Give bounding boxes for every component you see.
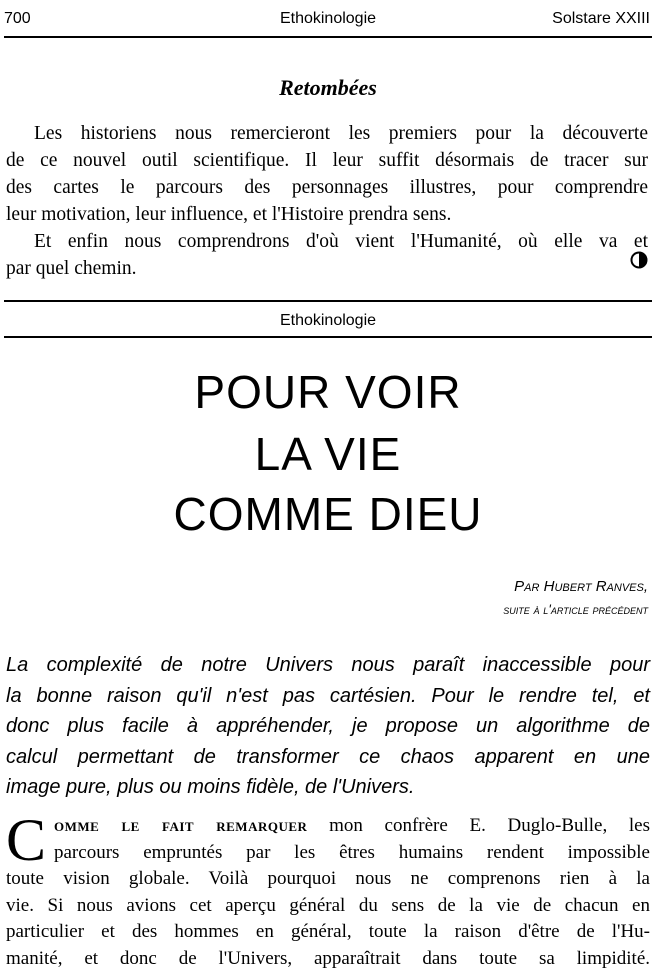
lead-line: la bonne raison qu'il n'est pas cartésien. Pour le rendre tel, et: [6, 684, 650, 707]
body-line: parcours empruntés par les êtres humains rendent impossible: [54, 841, 650, 863]
drop-cap: C: [6, 807, 47, 873]
header-rule: [4, 36, 652, 38]
body-line: particulier et des hommes en général, toute la raison d'être de l'Hu-: [6, 921, 650, 942]
retombees-paragraph: [6, 120, 648, 282]
section-divider: [4, 300, 652, 302]
text-line: de ce nouvel outil scientifique. Il leur suffit désormais de tracer sur: [6, 150, 648, 171]
body-paragraph: [6, 807, 650, 972]
end-of-article-icon: [630, 251, 648, 269]
article-title-line: LA VIE: [254, 428, 402, 480]
body-line-text: mon confrère E. Duglo-Bulle, les: [307, 815, 650, 836]
text-line: leur motivation, leur influence, et l'Histoire prendra sens.: [6, 204, 452, 225]
page-number: 700: [4, 10, 31, 27]
body-line: toute vision globale. Voilà pourquoi nous ne comprenons rien à la: [6, 868, 650, 889]
text-line: Et enfin nous comprendrons d'où vient l'Humanité, où elle va et: [34, 231, 648, 252]
section-title: Retombées: [279, 75, 377, 100]
article-title-line: POUR VOIR: [194, 366, 462, 418]
text-line: par quel chemin.: [6, 258, 137, 279]
article-kicker: Ethokinologie: [279, 312, 377, 329]
running-header: [0, 10, 656, 32]
text-line: des cartes le parcours des personnages illustres, pour comprendre: [6, 177, 648, 198]
lead-paragraph: [6, 650, 650, 803]
article-title-line: COMME DIEU: [173, 488, 483, 540]
lead-line: image pure, plus ou moins fidèle, de l'Univers.: [6, 776, 415, 798]
lead-line: donc plus facile à appréhender, je propose un algorithme de: [6, 715, 650, 737]
running-section: Ethokinologie: [279, 10, 377, 27]
smallcaps-lead: omme le fait remarquer: [54, 815, 308, 836]
text-line: Les historiens nous remercieront les premiers pour la découverte: [34, 123, 648, 144]
lead-line: La complexité de notre Univers nous paraît inaccessible pour: [6, 654, 650, 676]
body-line: manité, et donc de l'Univers, apparaîtrait dans toute sa limpidité.: [6, 947, 650, 969]
byline-note: suite à l'article précédent: [503, 602, 648, 617]
byline: Par Hubert Ranves,: [514, 578, 648, 595]
issue-label: Solstare XXIII: [552, 10, 650, 27]
lead-line: calcul permettant de transformer ce chaos apparent en une: [6, 745, 650, 768]
body-line: [6, 813, 650, 840]
body-line: vie. Si nous avions cet aperçu général du sens de la vie de chacun en: [6, 894, 650, 916]
kicker-rule: [4, 336, 652, 338]
